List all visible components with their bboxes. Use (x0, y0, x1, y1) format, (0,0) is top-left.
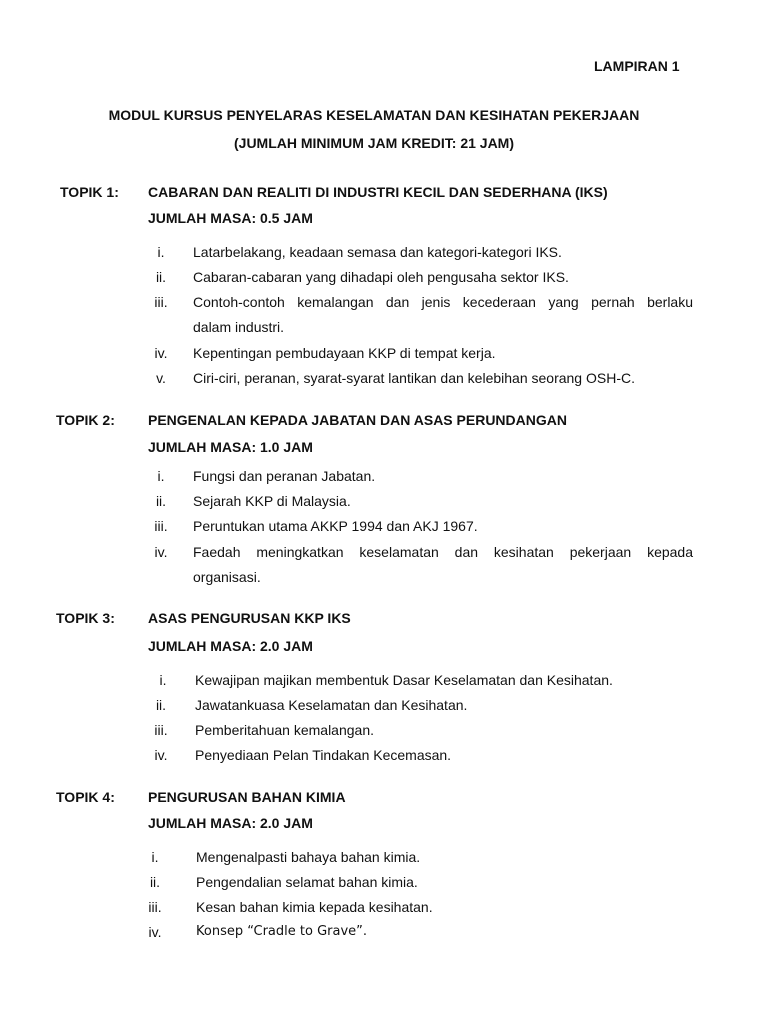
item-number: ii. (149, 874, 161, 890)
list-item: Jawatankuasa Keselamatan dan Kesihatan. (195, 697, 468, 713)
item-number: i. (159, 672, 167, 688)
list-item: Contoh-contoh kemalangan dan jenis kecederaan yang pernah berlaku (193, 294, 693, 310)
list-item-continuation: organisasi. (193, 569, 261, 585)
list-item: Pengendalian selamat bahan kimia. (196, 874, 418, 890)
list-item: Kesan bahan kimia kepada kesihatan. (196, 899, 433, 915)
topic-label: TOPIK 2: (56, 412, 115, 428)
document-subtitle: (JUMLAH MINIMUM JAM KREDIT: 21 JAM) (234, 135, 514, 151)
list-item: Ciri-ciri, peranan, syarat-syarat lantikan dan kelebihan seorang OSH-C. (193, 370, 635, 386)
topic-label: TOPIK 4: (56, 789, 115, 805)
topic-label: TOPIK 1: (60, 184, 119, 200)
list-item: Sejarah KKP di Malaysia. (193, 493, 351, 509)
list-item: Cabaran-cabaran yang dihadapi oleh pengusaha sektor IKS. (193, 269, 569, 285)
topic-duration: JUMLAH MASA: 0.5 JAM (148, 210, 313, 226)
item-number: iv. (148, 924, 162, 940)
list-item: Peruntukan utama AKKP 1994 dan AKJ 1967. (193, 518, 478, 534)
item-number: iv. (154, 544, 168, 560)
topic-title: CABARAN DAN REALITI DI INDUSTRI KECIL DAN SEDERHANA (IKS) (148, 184, 608, 200)
item-number: ii. (155, 697, 167, 713)
list-item: Kepentingan pembudayaan KKP di tempat kerja. (193, 345, 496, 361)
item-number: v. (156, 370, 166, 386)
topic-title: PENGENALAN KEPADA JABATAN DAN ASAS PERUNDANGAN (148, 412, 567, 428)
list-item: Mengenalpasti bahaya bahan kimia. (196, 849, 421, 865)
item-number: iv. (154, 747, 168, 763)
topic-title: ASAS PENGURUSAN KKP IKS (148, 610, 351, 626)
item-number: ii. (155, 269, 167, 285)
item-number: iii. (154, 294, 168, 310)
item-number: i. (157, 244, 165, 260)
topic-duration: JUMLAH MASA: 1.0 JAM (148, 439, 313, 455)
topic-title: PENGURUSAN BAHAN KIMIA (148, 789, 346, 805)
item-number: iii. (154, 518, 168, 534)
list-item: Kewajipan majikan membentuk Dasar Keselamatan dan Kesihatan. (195, 672, 613, 688)
item-number: ii. (155, 493, 167, 509)
item-number: i. (151, 849, 159, 865)
item-number: iii. (148, 899, 162, 915)
item-number: iii. (154, 722, 168, 738)
list-item: Konsep “Cradle to Grave”. (196, 924, 368, 939)
list-item-continuation: dalam industri. (193, 319, 285, 335)
topic-label: TOPIK 3: (56, 610, 115, 626)
list-item: Fungsi dan peranan Jabatan. (193, 468, 376, 484)
item-number: i. (157, 468, 165, 484)
lampiran-label: LAMPIRAN 1 (594, 58, 680, 74)
item-number: iv. (154, 345, 168, 361)
list-item: Pemberitahuan kemalangan. (195, 722, 375, 738)
list-item: Penyediaan Pelan Tindakan Kecemasan. (195, 747, 452, 763)
topic-duration: JUMLAH MASA: 2.0 JAM (148, 638, 313, 654)
topic-duration: JUMLAH MASA: 2.0 JAM (148, 815, 313, 831)
list-item: Faedah meningkatkan keselamatan dan kesihatan pekerjaan kepada (193, 544, 693, 560)
document-title: MODUL KURSUS PENYELARAS KESELAMATAN DAN KESIHATAN PEKERJAAN (108, 107, 640, 123)
list-item: Latarbelakang, keadaan semasa dan kategori-kategori IKS. (193, 244, 562, 260)
